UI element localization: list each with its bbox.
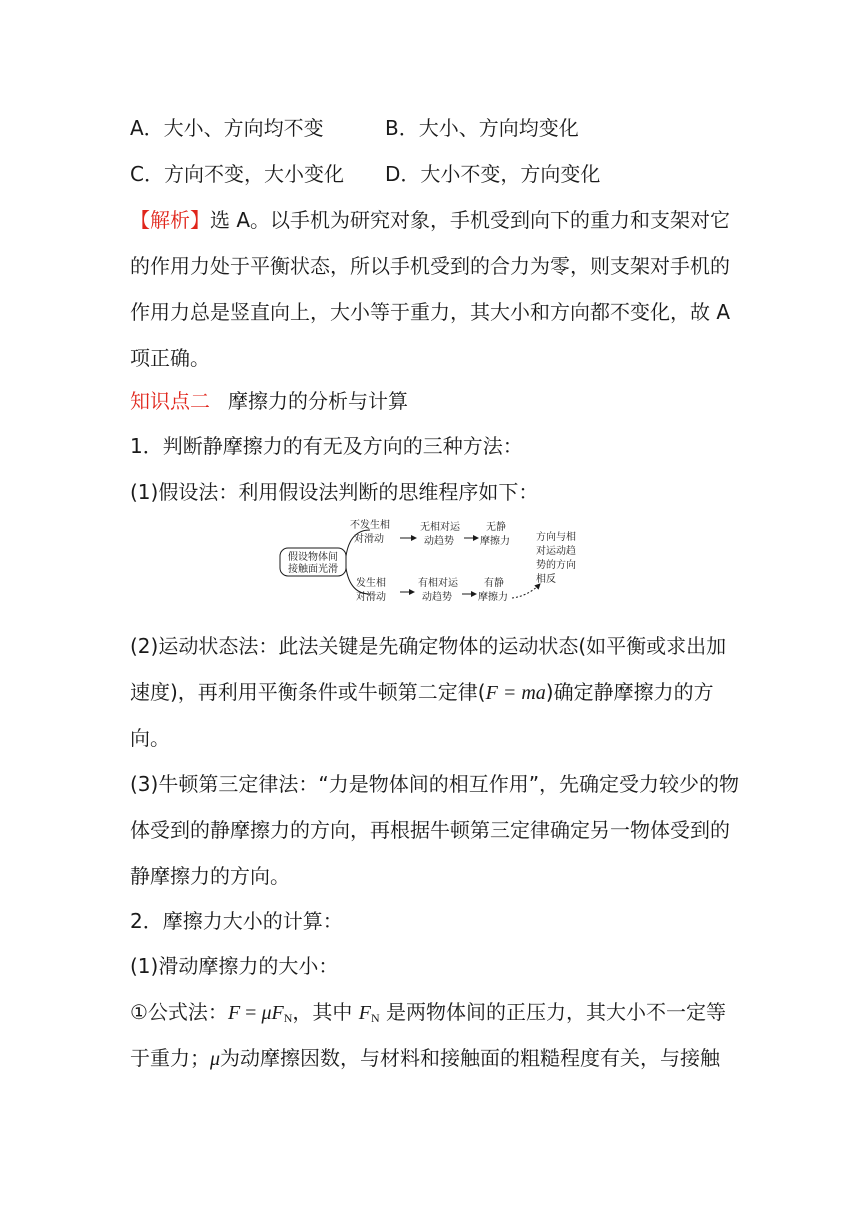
analysis-text-1: 选 A。以手机为研究对象，手机受到向下的重力和支架对它: [210, 208, 731, 232]
method-2-line-1: (2)运动状态法：此法关键是先确定物体的运动状态(如平衡或求出加: [130, 634, 727, 658]
item-1-heading: 1．判断静摩擦力的有无及方向的三种方法：: [130, 434, 523, 458]
method-2-line-2-pre: 速度)，再利用平衡条件或牛顿第二定律(: [130, 680, 486, 704]
formula-post: 是两物体间的正压力，其大小不一定等: [379, 1000, 726, 1024]
option-d: D．大小不变，方向变化: [385, 162, 601, 186]
analysis-line-3: 作用力总是竖直向上，大小等于重力，其大小和方向都不变化，故 A: [130, 300, 731, 324]
method-1-heading: (1)假设法：利用假设法判断的思维程序如下：: [130, 480, 539, 504]
formula-fn2-sub: N: [370, 1011, 380, 1025]
analysis-line-2: 的作用力处于平衡状态，所以手机受到的合力为零，则支架对手机的: [130, 254, 730, 278]
diagram-top-1b: 对滑动: [354, 534, 384, 545]
method-3-line-1: (3)牛顿第三定律法：“力是物体间的相互作用”，先确定受力较少的物: [130, 772, 740, 796]
diagram-side-2: 对运动趋: [536, 546, 576, 557]
option-a: A．大小、方向均不变: [130, 116, 324, 140]
diagram-bot-1b: 对滑动: [356, 592, 386, 603]
diagram-bot-1a: 发生相: [356, 578, 386, 589]
section-label: 知识点二: [130, 389, 210, 413]
diagram-top-3b: 摩擦力: [480, 536, 510, 547]
analysis-tag: 【解析】: [130, 208, 210, 232]
diagram-side-4: 相反: [536, 574, 556, 585]
formula-line-2-pre: 于重力；: [130, 1046, 210, 1070]
formula-mu: μ: [261, 1002, 272, 1024]
formula-method-line-1: [130, 998, 726, 1032]
diagram-side-3: 势的方向: [536, 560, 576, 571]
option-c: C．方向不变，大小变化: [130, 162, 344, 186]
diagram-top-2a: 无相对运: [420, 522, 460, 533]
formula-fn2: F: [358, 1002, 371, 1024]
diagram-bot-2a: 有相对运: [418, 578, 458, 589]
diagram-root-text-1: 假设物体间: [288, 552, 338, 563]
method-2-line-2-post: )确定静摩擦力的方: [545, 680, 714, 704]
assumption-flow-diagram: [278, 516, 588, 608]
formula-method-line-2: [130, 1044, 720, 1073]
method-3-line-3: 静摩擦力的方向。: [130, 864, 290, 888]
formula-method-pre: ①公式法：: [130, 1000, 228, 1024]
formula-f: F: [227, 1002, 241, 1024]
formula-line-2-post: 为动摩擦因数，与材料和接触面的粗糙程度有关，与接触: [220, 1046, 721, 1070]
section-heading: [130, 387, 408, 415]
analysis-line-1: [130, 206, 730, 234]
method-3-line-2: 体受到的静摩擦力的方向，再根据牛顿第三定律确定另一物体受到的: [130, 818, 730, 842]
diagram-arrow-side: [512, 584, 540, 598]
diagram-top-3a: 无静: [486, 522, 506, 533]
method-2-line-2: [130, 678, 714, 707]
method-2-line-3: 向。: [130, 726, 170, 750]
formula-line-2-mu: μ: [210, 1048, 221, 1070]
option-b: B．大小、方向均变化: [385, 116, 579, 140]
formula-eq: =: [240, 1002, 262, 1024]
formula-fn: F: [271, 1002, 284, 1024]
section-title: 摩擦力的分析与计算: [228, 389, 408, 413]
formula-fn-sub: N: [283, 1011, 293, 1025]
diagram-bot-3b: 摩擦力: [478, 592, 508, 603]
item-2-heading: 2．摩擦力大小的计算：: [130, 909, 343, 933]
sub-1-heading: (1)滑动摩擦力的大小：: [130, 954, 339, 978]
diagram-bot-2b: 动趋势: [422, 592, 452, 603]
method-2-formula: F = ma: [485, 682, 546, 704]
diagram-side-1: 方向与相: [536, 532, 576, 543]
diagram-top-2b: 动趋势: [424, 536, 454, 547]
diagram-bot-3a: 有静: [484, 578, 504, 589]
diagram-top-1a: 不发生相: [350, 520, 390, 531]
formula-mid: ，其中: [292, 1000, 359, 1024]
diagram-root-text-2: 接触面光滑: [288, 564, 338, 575]
analysis-line-4: 项正确。: [130, 346, 210, 370]
